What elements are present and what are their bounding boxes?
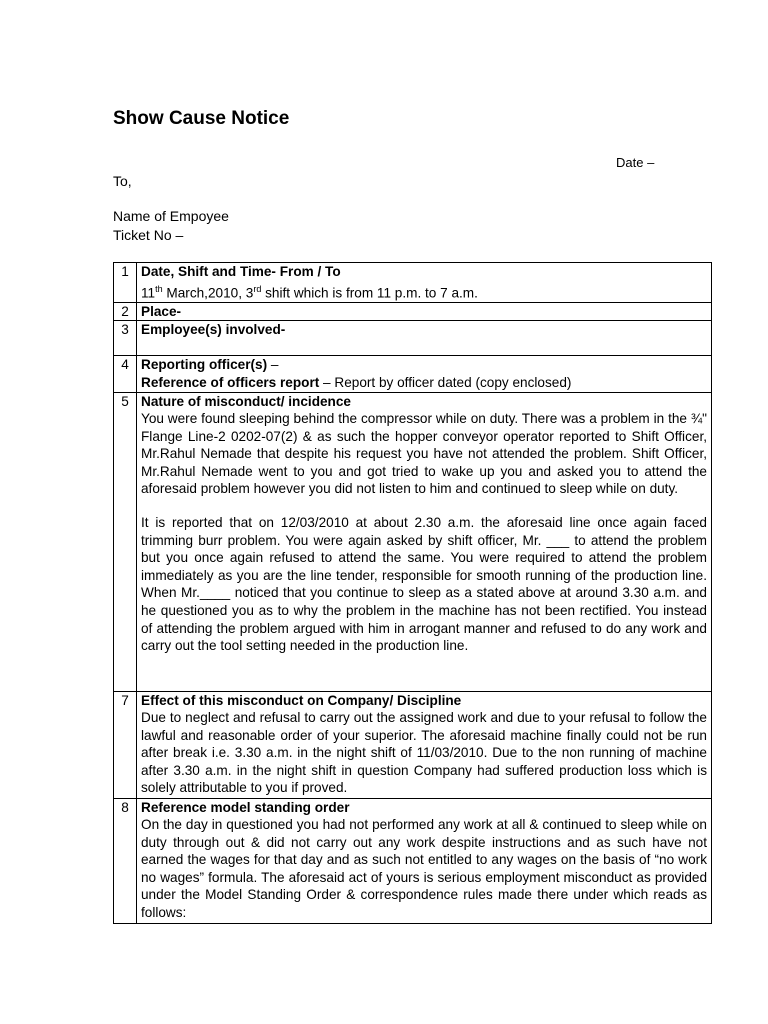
row-content	[137, 691, 712, 798]
row-heading: Place-	[141, 303, 182, 319]
paragraph: Due to neglect and refusal to carry out the assigned work and due to your refusal to follow the lawful and reasonable order of your superior. The aforesaid machine finally could not be run after break i.e. 3.30 a.m. in the night shift of 11/03/2010. Due to the non running of machine after 3.30 a.m. in the night shift in question Company had suffered production loss which is solely attributable to you if proved.	[141, 710, 707, 796]
row-heading: Effect of this misconduct on Company/ Discipline	[141, 692, 462, 708]
row-number: 3	[114, 321, 137, 356]
row-content	[137, 263, 712, 303]
row-heading: Reference model standing order	[141, 799, 350, 815]
table-row	[114, 798, 712, 923]
paragraph: It is reported that on 12/03/2010 at about 2.30 a.m. the aforesaid line once again faced trimming burr problem. You were again asked by shift officer, Mr. ___ to attend the problem but you once again refused to attend the same. You were required to attend the problem immediately as you are the line tender, responsible for smooth running of the production line. When Mr.____ noticed that you continue to sleep as a stated above at around 3.30 a.m. and he questioned you as to why the problem in the machine has not been rectified. You instead of attending the problem argued with him in arrogant manner and refused to do any work and carry out the tool setting needed in the production line.	[141, 515, 707, 654]
table-row	[114, 263, 712, 303]
table-row	[114, 302, 712, 321]
table-row	[114, 392, 712, 691]
row-number: 1	[114, 263, 137, 303]
officer-report-line: Reference of officers report – Report by officer dated (copy enclosed)	[141, 374, 572, 390]
row-content	[137, 356, 712, 392]
row-heading: Date, Shift and Time- From / To	[141, 264, 341, 279]
row-number: 4	[114, 356, 137, 392]
row-heading: Nature of misconduct/ incidence	[141, 393, 351, 409]
row-content	[137, 321, 712, 356]
employee-name-label: Name of Empoyee	[113, 208, 229, 224]
paragraph: You were found sleeping behind the compressor while on duty. There was a problem in the ¾" Flange Line-2 0202-07(2) & as such the hopper conveyor operator reported to Shift Officer, Mr.Rahul Nemade that despite his request you have not attended the problem. Shift Officer, Mr.Rahul Nemade went to you and got tried to wake up you and asked you to attend the aforesaid problem however you did not listen to him and continued to sleep while on duty.	[141, 411, 707, 497]
row-number: 7	[114, 691, 137, 798]
row-subheading: Reference of officers report	[141, 374, 320, 390]
table-row	[114, 356, 712, 392]
table-row	[114, 321, 712, 356]
reporting-officer-line: Reporting officer(s) –	[141, 357, 279, 373]
row-content	[137, 302, 712, 321]
row-number: 5	[114, 392, 137, 691]
table-row	[114, 691, 712, 798]
date-label: Date –	[616, 155, 655, 170]
row-content	[137, 798, 712, 923]
ticket-number-label: Ticket No –	[113, 227, 184, 243]
notice-table	[113, 262, 712, 924]
row-heading: Employee(s) involved-	[141, 322, 286, 338]
paragraph: On the day in questioned you had not performed any work at all & continued to sleep while on duty through out & did not carry out any work despite instructions and as such have not earned the wages for that day and as such not entitled to any wages on the basis of “no work no wages” formula. The aforesaid act of yours is serious employment misconduct as provided under the Model Standing Order & correspondence rules made there under which reads as follows:	[141, 817, 707, 921]
document-title: Show Cause Notice	[113, 108, 290, 129]
row-number: 2	[114, 302, 137, 321]
to-label: To,	[113, 173, 132, 189]
shift-details: 11th March,2010, 3rd shift which is from 11 p.m. to 7 a.m.	[141, 283, 478, 301]
row-heading: Reporting officer(s)	[141, 357, 268, 373]
row-number: 8	[114, 798, 137, 923]
row-content	[137, 392, 712, 691]
